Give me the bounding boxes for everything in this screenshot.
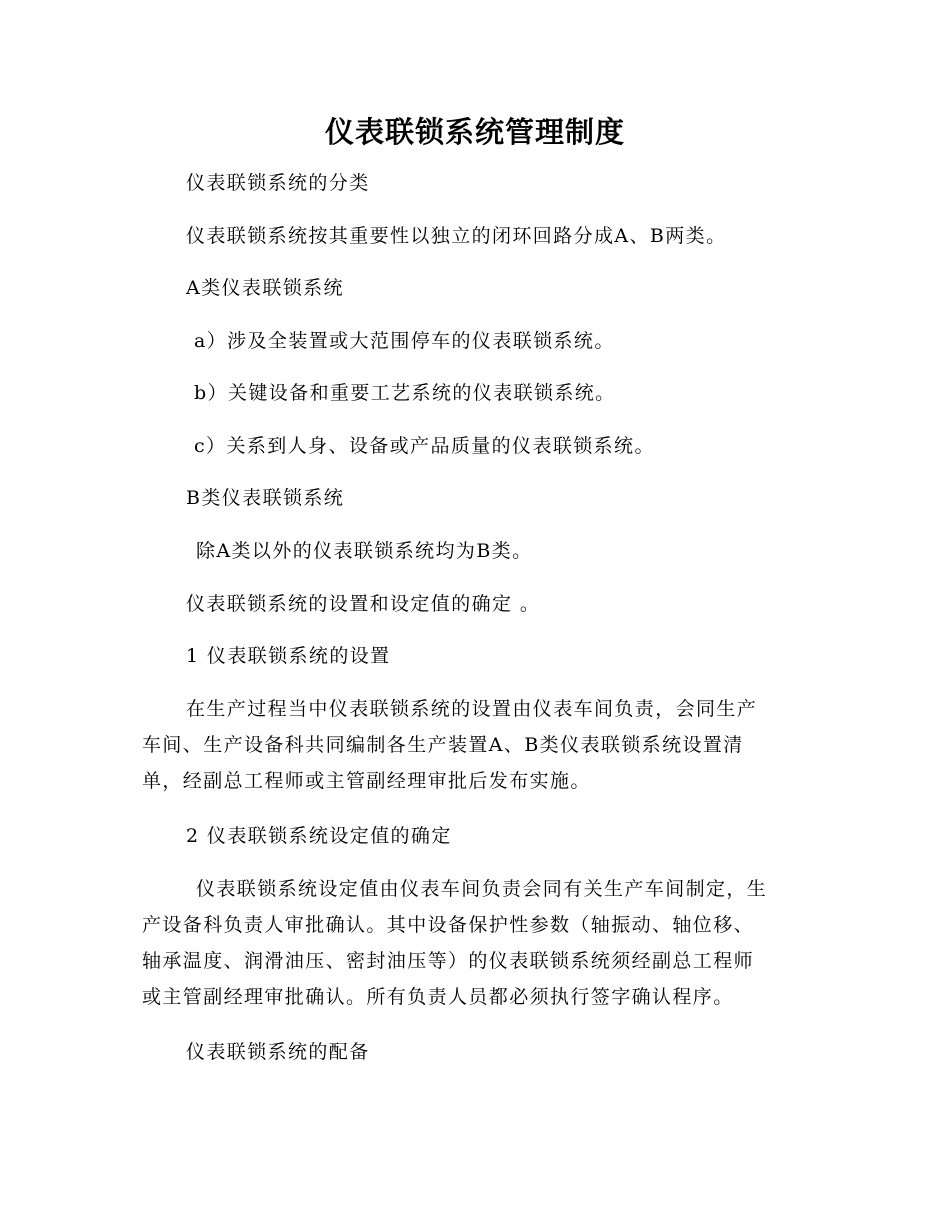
list-item-b: b）关键设备和重要工艺系统的仪表联锁系统。 [194, 382, 616, 404]
list-item-a: a）涉及全装置或大范围停车的仪表联锁系统。 [194, 330, 615, 352]
paragraph-line: 产设备科负责人审批确认。其中设备保护性参数（轴振动、轴位移、 [142, 914, 755, 936]
paragraph-line: 单，经副总工程师或主管副经理审批后发布实施。 [142, 770, 591, 792]
paragraph-line: 在生产过程当中仪表联锁系统的设置由仪表车间负责，会同生产 [186, 698, 758, 720]
paragraph-line: 仪表联锁系统设定值由仪表车间负责会同有关生产车间制定，生 [196, 878, 768, 900]
subheading-class-a: A类仪表联锁系统 [186, 277, 344, 299]
subheading-setpoint-2: 2 仪表联锁系统设定值的确定 [186, 825, 452, 847]
document-title: 仪表联锁系统管理制度 [324, 115, 625, 149]
list-item-c: c）关系到人身、设备或产品质量的仪表联锁系统。 [194, 435, 655, 457]
section-heading-classification: 仪表联锁系统的分类 [186, 172, 370, 194]
paragraph-line: 轴承温度、润滑油压、密封油压等）的仪表联锁系统须经副总工程师 [142, 950, 755, 972]
subheading-setup-1: 1 仪表联锁系统的设置 [186, 645, 391, 667]
paragraph-line: 车间、生产设备科共同编制各生产装置A、B类仪表联锁系统设置清 [142, 734, 744, 756]
paragraph-line: 或主管副经理审批确认。所有负责人员都必须执行签字确认程序。 [142, 986, 734, 1008]
section-heading-setup: 仪表联锁系统的设置和设定值的确定 。 [186, 593, 541, 615]
class-b-description: 除A类以外的仪表联锁系统均为B类。 [196, 540, 533, 562]
paragraph-setup [142, 691, 812, 799]
classification-intro: 仪表联锁系统按其重要性以独立的闭环回路分成A、B两类。 [186, 225, 727, 247]
section-heading-equipment: 仪表联锁系统的配备 [186, 1041, 370, 1063]
paragraph-setpoint [142, 871, 812, 1015]
subheading-class-b: B类仪表联锁系统 [186, 487, 345, 509]
